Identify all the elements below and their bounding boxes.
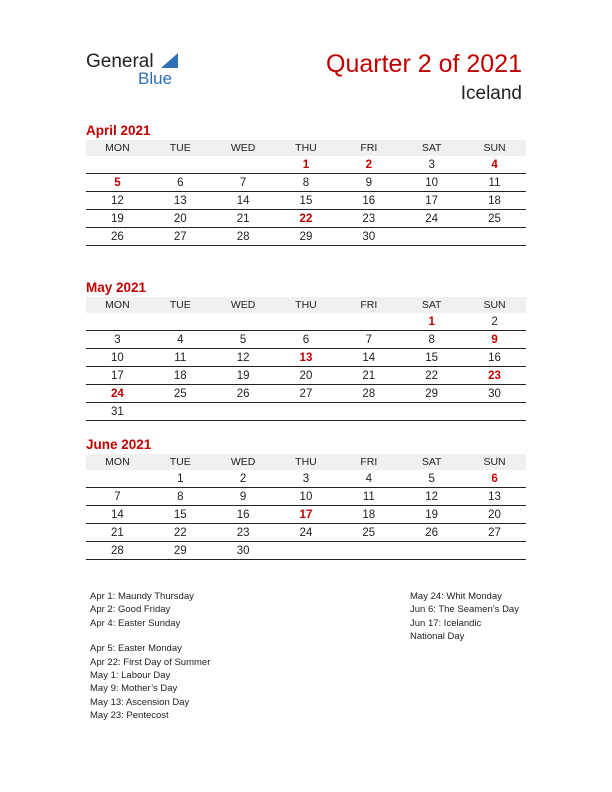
- holiday-list-column-1: [90, 590, 210, 723]
- day-cell: 14: [337, 349, 400, 367]
- week-row: [86, 174, 526, 192]
- empty-day-cell: [337, 542, 400, 560]
- day-cell: 9: [463, 331, 526, 349]
- week-row: [86, 210, 526, 228]
- day-cell: 20: [149, 210, 212, 228]
- day-cell: 2: [337, 156, 400, 174]
- day-cell: 7: [86, 488, 149, 506]
- day-cell: 29: [275, 228, 338, 246]
- country-name: Iceland: [460, 83, 522, 104]
- holiday-item: Jun 17: Icelandic: [410, 617, 482, 629]
- weekday-header-row: [86, 140, 526, 156]
- day-cell: 10: [400, 174, 463, 192]
- day-cell: 13: [275, 349, 338, 367]
- day-cell: 28: [337, 385, 400, 403]
- weekday-header: SAT: [400, 297, 463, 313]
- day-cell: 19: [212, 367, 275, 385]
- empty-day-cell: [86, 156, 149, 174]
- day-cell: 23: [463, 367, 526, 385]
- empty-day-cell: [463, 228, 526, 246]
- month-title: June 2021: [86, 437, 152, 452]
- holiday-item: May 13: Ascension Day: [90, 696, 190, 708]
- calendar-grid: [86, 140, 526, 246]
- day-cell: 31: [86, 403, 149, 421]
- day-cell: 14: [212, 192, 275, 210]
- day-cell: 27: [149, 228, 212, 246]
- day-cell: 29: [400, 385, 463, 403]
- day-cell: 2: [463, 313, 526, 331]
- weekday-header: FRI: [337, 140, 400, 156]
- week-row: [86, 349, 526, 367]
- empty-day-cell: [275, 313, 338, 331]
- day-cell: 12: [212, 349, 275, 367]
- day-cell: 19: [400, 506, 463, 524]
- holiday-item: Apr 1: Maundy Thursday: [90, 591, 194, 602]
- day-cell: 10: [275, 488, 338, 506]
- week-row: [86, 542, 526, 560]
- weekday-header: TUE: [149, 297, 212, 313]
- day-cell: 22: [400, 367, 463, 385]
- empty-day-cell: [463, 542, 526, 560]
- logo-general-text: General: [86, 51, 154, 72]
- holiday-item: Apr 4: Easter Sunday: [90, 617, 181, 629]
- day-cell: 17: [86, 367, 149, 385]
- day-cell: 12: [400, 488, 463, 506]
- day-cell: 24: [86, 385, 149, 403]
- day-cell: 30: [463, 385, 526, 403]
- day-cell: 18: [149, 367, 212, 385]
- generalblue-logo: [86, 50, 196, 90]
- day-cell: 2: [212, 470, 275, 488]
- day-cell: 5: [86, 174, 149, 192]
- weekday-header-row: [86, 297, 526, 313]
- day-cell: 9: [212, 488, 275, 506]
- empty-day-cell: [149, 313, 212, 331]
- weekday-header: FRI: [337, 297, 400, 313]
- day-cell: 17: [400, 192, 463, 210]
- week-row: [86, 313, 526, 331]
- weekday-header: THU: [275, 297, 338, 313]
- calendar-grid: [86, 297, 526, 421]
- calendar-grid: [86, 454, 526, 560]
- day-cell: 23: [212, 524, 275, 542]
- day-cell: 11: [149, 349, 212, 367]
- day-cell: 15: [149, 506, 212, 524]
- weekday-header: MON: [86, 140, 149, 156]
- day-cell: 18: [463, 192, 526, 210]
- day-cell: 27: [275, 385, 338, 403]
- week-row: [86, 506, 526, 524]
- weekday-header: WED: [212, 297, 275, 313]
- holiday-item: Jun 6: The Seamen’s Day: [410, 604, 519, 616]
- day-cell: 13: [463, 488, 526, 506]
- day-cell: 27: [463, 524, 526, 542]
- day-cell: 16: [212, 506, 275, 524]
- empty-day-cell: [275, 403, 338, 421]
- weekday-header: THU: [275, 454, 338, 470]
- day-cell: 30: [337, 228, 400, 246]
- empty-day-cell: [463, 403, 526, 421]
- day-cell: 11: [463, 174, 526, 192]
- day-cell: 15: [400, 349, 463, 367]
- day-cell: 26: [400, 524, 463, 542]
- day-cell: 12: [86, 192, 149, 210]
- day-cell: 28: [86, 542, 149, 560]
- empty-day-cell: [337, 313, 400, 331]
- day-cell: 5: [212, 331, 275, 349]
- day-cell: 21: [212, 210, 275, 228]
- empty-day-cell: [212, 313, 275, 331]
- day-cell: 11: [337, 488, 400, 506]
- day-cell: 3: [275, 470, 338, 488]
- holiday-item: Apr 5: Easter Monday: [90, 643, 182, 655]
- week-row: [86, 470, 526, 488]
- day-cell: 25: [463, 210, 526, 228]
- day-cell: 24: [275, 524, 338, 542]
- weekday-header: SAT: [400, 140, 463, 156]
- day-cell: 16: [337, 192, 400, 210]
- day-cell: 14: [86, 506, 149, 524]
- day-cell: 8: [275, 174, 338, 192]
- day-cell: 3: [86, 331, 149, 349]
- day-cell: 20: [275, 367, 338, 385]
- holiday-item: National Day: [410, 631, 465, 643]
- month-june: [86, 436, 526, 560]
- holiday-item: May 1: Labour Day: [90, 670, 171, 682]
- empty-day-cell: [86, 313, 149, 331]
- day-cell: 28: [212, 228, 275, 246]
- month-title: May 2021: [86, 280, 147, 295]
- day-cell: 19: [86, 210, 149, 228]
- week-row: [86, 192, 526, 210]
- empty-day-cell: [275, 542, 338, 560]
- empty-day-cell: [400, 228, 463, 246]
- day-cell: 7: [212, 174, 275, 192]
- weekday-header: WED: [212, 454, 275, 470]
- holiday-list-column-2: [410, 590, 519, 644]
- weekday-header: FRI: [337, 454, 400, 470]
- logo-flag-icon: [161, 53, 178, 68]
- weekday-header: WED: [212, 140, 275, 156]
- day-cell: 26: [212, 385, 275, 403]
- day-cell: 21: [86, 524, 149, 542]
- day-cell: 4: [337, 470, 400, 488]
- logo-blue-text: Blue: [138, 69, 173, 88]
- day-cell: 6: [149, 174, 212, 192]
- day-cell: 13: [149, 192, 212, 210]
- day-cell: 20: [463, 506, 526, 524]
- week-row: [86, 228, 526, 246]
- week-row: [86, 156, 526, 174]
- empty-day-cell: [212, 156, 275, 174]
- day-cell: 15: [275, 192, 338, 210]
- day-cell: 5: [400, 470, 463, 488]
- weekday-header-row: [86, 454, 526, 470]
- day-cell: 23: [337, 210, 400, 228]
- day-cell: 24: [400, 210, 463, 228]
- holiday-item: May 24: Whit Monday: [410, 591, 502, 602]
- day-cell: 6: [275, 331, 338, 349]
- day-cell: 6: [463, 470, 526, 488]
- empty-day-cell: [149, 403, 212, 421]
- day-cell: 21: [337, 367, 400, 385]
- month-title: April 2021: [86, 123, 151, 138]
- day-cell: 4: [149, 331, 212, 349]
- empty-day-cell: [337, 403, 400, 421]
- weekday-header: TUE: [149, 454, 212, 470]
- day-cell: 9: [337, 174, 400, 192]
- holiday-item: May 23: Pentecost: [90, 710, 169, 722]
- weekday-header: TUE: [149, 140, 212, 156]
- week-row: [86, 385, 526, 403]
- page-title: Quarter 2 of 2021: [326, 50, 522, 78]
- day-cell: 10: [86, 349, 149, 367]
- week-row: [86, 403, 526, 421]
- weekday-header: SUN: [463, 140, 526, 156]
- weekday-header: SUN: [463, 454, 526, 470]
- day-cell: 1: [275, 156, 338, 174]
- month-may: [86, 279, 526, 421]
- day-cell: 1: [149, 470, 212, 488]
- holiday-item: Apr 2: Good Friday: [90, 604, 171, 616]
- week-row: [86, 524, 526, 542]
- week-row: [86, 367, 526, 385]
- day-cell: 25: [337, 524, 400, 542]
- day-cell: 7: [337, 331, 400, 349]
- day-cell: 25: [149, 385, 212, 403]
- day-cell: 18: [337, 506, 400, 524]
- day-cell: 22: [275, 210, 338, 228]
- week-row: [86, 488, 526, 506]
- weekday-header: MON: [86, 297, 149, 313]
- weekday-header: SAT: [400, 454, 463, 470]
- day-cell: 8: [400, 331, 463, 349]
- day-cell: 1: [400, 313, 463, 331]
- day-cell: 16: [463, 349, 526, 367]
- day-cell: 22: [149, 524, 212, 542]
- holiday-list-gap: [90, 630, 210, 642]
- day-cell: 29: [149, 542, 212, 560]
- empty-day-cell: [400, 542, 463, 560]
- empty-day-cell: [400, 403, 463, 421]
- holiday-item: May 9: Mother’s Day: [90, 683, 178, 695]
- week-row: [86, 331, 526, 349]
- empty-day-cell: [212, 403, 275, 421]
- day-cell: 8: [149, 488, 212, 506]
- day-cell: 30: [212, 542, 275, 560]
- day-cell: 4: [463, 156, 526, 174]
- weekday-header: THU: [275, 140, 338, 156]
- holiday-item: Apr 22: First Day of Summer: [90, 656, 211, 668]
- empty-day-cell: [149, 156, 212, 174]
- weekday-header: SUN: [463, 297, 526, 313]
- day-cell: 26: [86, 228, 149, 246]
- month-april: [86, 122, 526, 246]
- day-cell: 17: [275, 506, 338, 524]
- empty-day-cell: [86, 470, 149, 488]
- day-cell: 3: [400, 156, 463, 174]
- weekday-header: MON: [86, 454, 149, 470]
